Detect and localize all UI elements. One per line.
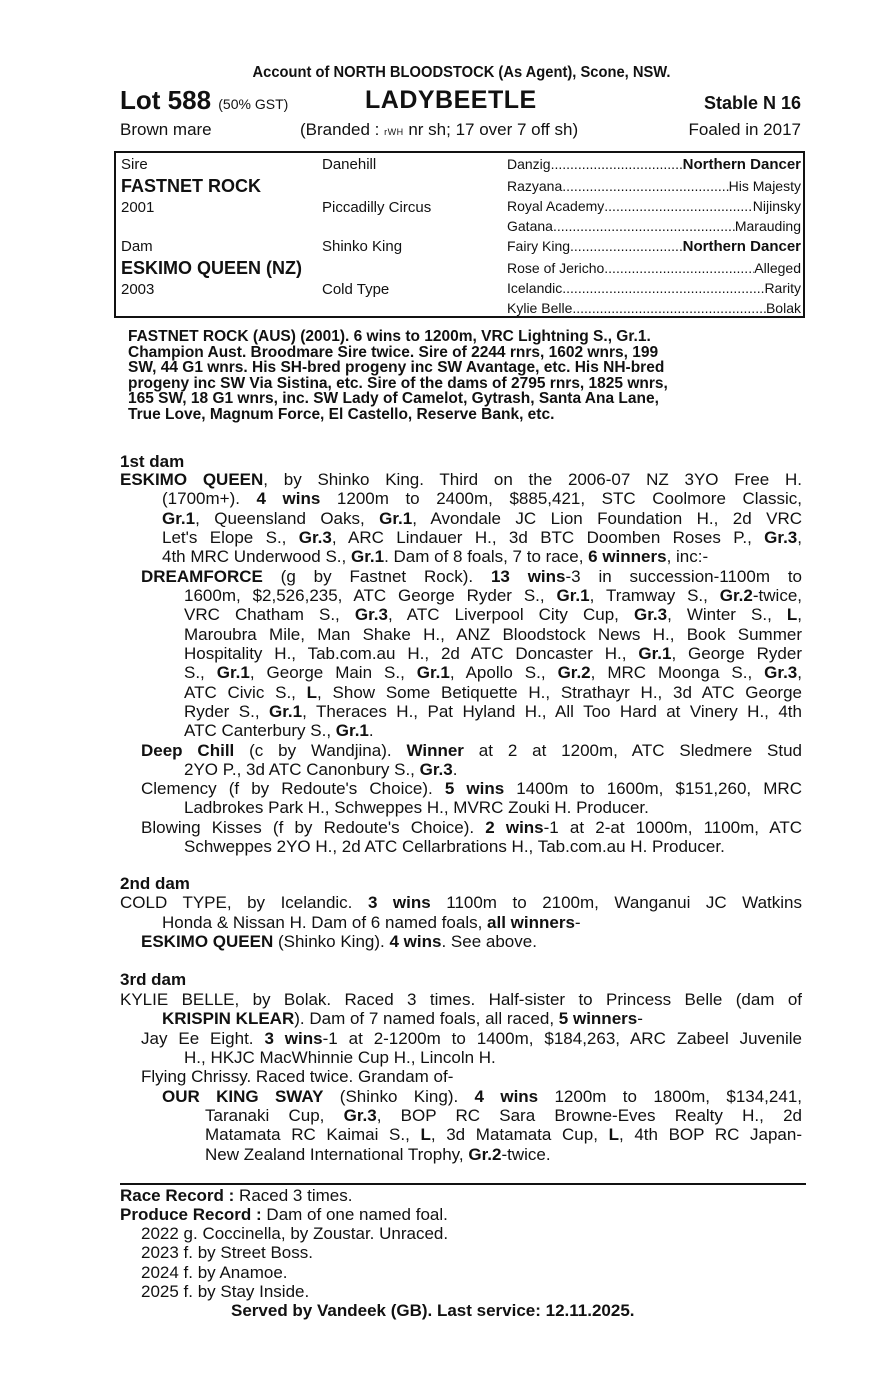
ancestor-left: Rose of Jericho [507,260,605,276]
text-line: 2YO P., 3d ATC Canonbury S., Gr.3. [184,760,458,779]
first-dam-heading: 1st dam [120,452,185,471]
produce-record: Produce Record : Dam of one named foal. [120,1205,448,1224]
leader-dots [553,218,735,234]
ancestor-right: Bolak [765,300,801,316]
ancestor-right: Northern Dancer [682,238,801,255]
ancestor-right: His Majesty [728,178,801,194]
dam-name: ESKIMO QUEEN (NZ) [121,258,303,278]
text-line: Matamata RC Kaimai S., L, 3d Matamata Cup, L, 4th BOP RC Japan- [205,1125,803,1144]
sire-label: Sire [121,156,148,173]
text-line: ATC Civic S., L, Show Some Betiquette H., Strathayr H., 3d ATC George [184,683,802,702]
text-line: KRISPIN KLEAR). Dam of 7 named foals, all raced, 5 winners- [162,1009,643,1028]
leader-dots [570,238,683,255]
brand-description: (Branded : rWH nr sh; 17 over 7 off sh) [300,120,579,139]
ancestor-left: Royal Academy [507,198,605,214]
horse-name: LADYBEETLE [365,86,537,114]
leader-dots [604,198,752,214]
lot-number [120,85,288,116]
sire-note-line: SW, 44 G1 wnrs. His SH-bred progeny inc SW Avantage, etc. His NH-bred [128,359,665,376]
text-line: DREAMFORCE (g by Fastnet Rock). 13 wins-3 in succession-1100m to [141,567,803,586]
text-line: 1600m, $2,526,235, ATC George Ryder S., Gr.1, Tramway S., Gr.2-twice, [184,586,802,605]
dam-year: 2003 [121,281,155,298]
ancestor-right: Marauding [734,218,801,234]
foal-entry: 2023 f. by Street Boss. [141,1243,313,1262]
sire-note-line: Champion Aust. Broodmare Sire twice. Sire of 2244 rnrs, 1602 wnrs, 199 [128,343,659,361]
dam-sire: Shinko King [322,238,403,255]
dam-dam: Cold Type [322,281,390,298]
text-line: Honda & Nissan H. Dam of 6 named foals, all winners- [162,913,581,932]
text-line: 4th MRC Underwood S., Gr.1. Dam of 8 foals, 7 to race, 6 winners, inc:- [162,547,709,566]
leader-dots [562,280,764,296]
ancestor-left: Icelandic [507,280,563,296]
leader-dots [551,156,683,173]
account-line: Account of NORTH BLOODSTOCK (As Agent), Scone, NSW. [252,64,671,81]
stable-number: Stable N 16 [703,93,801,113]
text-line: Ladbrokes Park H., Schweppes H., MVRC Zouki H. Producer. [184,798,649,817]
text-line: Gr.1, Queensland Oaks, Gr.1, Avondale JC Lion Foundation H., 2d VRC [162,509,802,528]
sire-note-line: True Love, Magnum Force, El Castello, Reserve Bank, etc. [128,405,555,423]
text-line: KYLIE BELLE, by Bolak. Raced 3 times. Half-sister to Princess Belle (dam of [120,990,802,1009]
third-dam-heading: 3rd dam [120,970,187,989]
race-record: Race Record : Raced 3 times. [120,1186,353,1205]
text-line: ATC Canterbury S., Gr.1. [184,721,374,740]
ancestor-row [507,156,801,173]
text-line: H., HKJC MacWhinnie Cup H., Lincoln H. [184,1048,496,1067]
sire-note-line: 165 SW, 18 G1 wnrs, inc. SW Lady of Camelot, Gytrash, Santa Ana Lane, [128,390,659,407]
text-line: Maroubra Mile, Man Shake H., ANZ Bloodstock News H., Book Summer [184,625,802,644]
records-divider [120,1183,806,1185]
text-line: VRC Chatham S., Gr.3, ATC Liverpool City Cup, Gr.3, Winter S., L, [184,605,802,624]
sire-summary [128,329,800,422]
leader-dots [562,178,728,194]
service-note: Served by Vandeek (GB). Last service: 12.11.2025. [231,1301,635,1320]
foal-entry: 2024 f. by Anamoe. [141,1263,288,1282]
sire-name: FASTNET ROCK [121,176,262,196]
text-line: ESKIMO QUEEN (Shinko King). 4 wins. See above. [141,932,537,951]
ancestor-row [507,280,801,296]
text-line: New Zealand International Trophy, Gr.2-twice. [205,1145,551,1164]
ancestor-right: Alleged [754,260,801,276]
leader-dots [604,260,754,276]
foal-entry: 2025 f. by Stay Inside. [141,1282,310,1301]
lot-label: Lot 588 [120,85,212,115]
ancestor-row [507,218,801,234]
ancestor-right: Nijinsky [752,198,801,214]
brand-mark: rWH [384,127,404,137]
text-line: Hospitality H., Tab.com.au H., 2d ATC Doncaster H., Gr.1, George Ryder [184,644,802,663]
ancestor-row [507,198,801,214]
foaled-year: Foaled in 2017 [688,120,801,139]
ancestor-left: Fairy King [507,238,571,254]
ancestor-left: Danzig [507,156,551,172]
text-line: Blowing Kisses (f by Redoute's Choice). 2 wins-1 at 2-at 1000m, 1100m, ATC [141,818,802,837]
text-line: Ryder S., Gr.1, Theraces H., Pat Hyland H., All Too Hard at Vinery H., 4th [184,702,802,721]
sire-note-line: progeny inc SW Via Sistina, etc. Sire of the dams of 2795 rnrs, 1825 wnrs, [128,374,668,392]
text-line: COLD TYPE, by Icelandic. 3 wins 1100m to 2100m, Wanganui JC Watkins [120,893,802,912]
text-line: OUR KING SWAY (Shinko King). 4 wins 1200m to 1800m, $134,241, [162,1087,802,1106]
leader-dots [572,300,766,316]
gst-note: (50% GST) [218,96,289,112]
text-line: Let's Elope S., Gr.3, ARC Lindauer H., 3d BTC Doomben Roses P., Gr.3, [162,528,802,547]
ancestor-right: Northern Dancer [682,156,801,173]
text-line: Deep Chill (c by Wandjina). Winner at 2 at 1200m, ATC Sledmere Stud [141,741,802,760]
sire-dam: Piccadilly Circus [322,199,432,216]
text-line: (1700m+). 4 wins 1200m to 2400m, $885,421, STC Coolmore Classic, [162,489,802,508]
foal-entry: 2022 g. Coccinella, by Zoustar. Unraced. [141,1224,449,1243]
sire-note-line: FASTNET ROCK (AUS) (2001). 6 wins to 1200m, VRC Lightning S., Gr.1. [128,328,651,345]
dam-label: Dam [121,238,153,255]
ancestor-row [507,178,801,194]
text-line: Jay Ee Eight. 3 wins-1 at 2-1200m to 1400m, $184,263, ARC Zabeel Juvenile [141,1029,803,1048]
pedigree-table [114,151,805,318]
colour-sex: Brown mare [120,120,212,139]
sire-year: 2001 [121,199,155,216]
text-line: S., Gr.1, George Main S., Gr.1, Apollo S., Gr.2, MRC Moonga S., Gr.3, [184,663,802,682]
second-dam-heading: 2nd dam [120,874,190,893]
text-line: Flying Chrissy. Raced twice. Grandam of- [141,1067,454,1086]
text-line: ESKIMO QUEEN, by Shinko King. Third on the 2006-07 NZ 3YO Free H. [120,470,802,489]
text-line: Clemency (f by Redoute's Choice). 5 wins 1400m to 1600m, $151,260, MRC [141,779,802,798]
ancestor-row [507,300,801,316]
text-line: Schweppes 2YO H., 2d ATC Cellarbrations H., Tab.com.au H. Producer. [184,837,725,856]
sire-sire: Danehill [322,156,377,173]
text-line: Taranaki Cup, Gr.3, BOP RC Sara Browne-Eves Realty H., 2d [205,1106,802,1125]
ancestor-left: Razyana [507,178,563,194]
ancestor-left: Kylie Belle [507,300,573,316]
ancestor-row [507,238,801,255]
ancestor-row [507,260,801,276]
ancestor-left: Gatana [507,218,553,234]
ancestor-right: Rarity [764,280,801,296]
